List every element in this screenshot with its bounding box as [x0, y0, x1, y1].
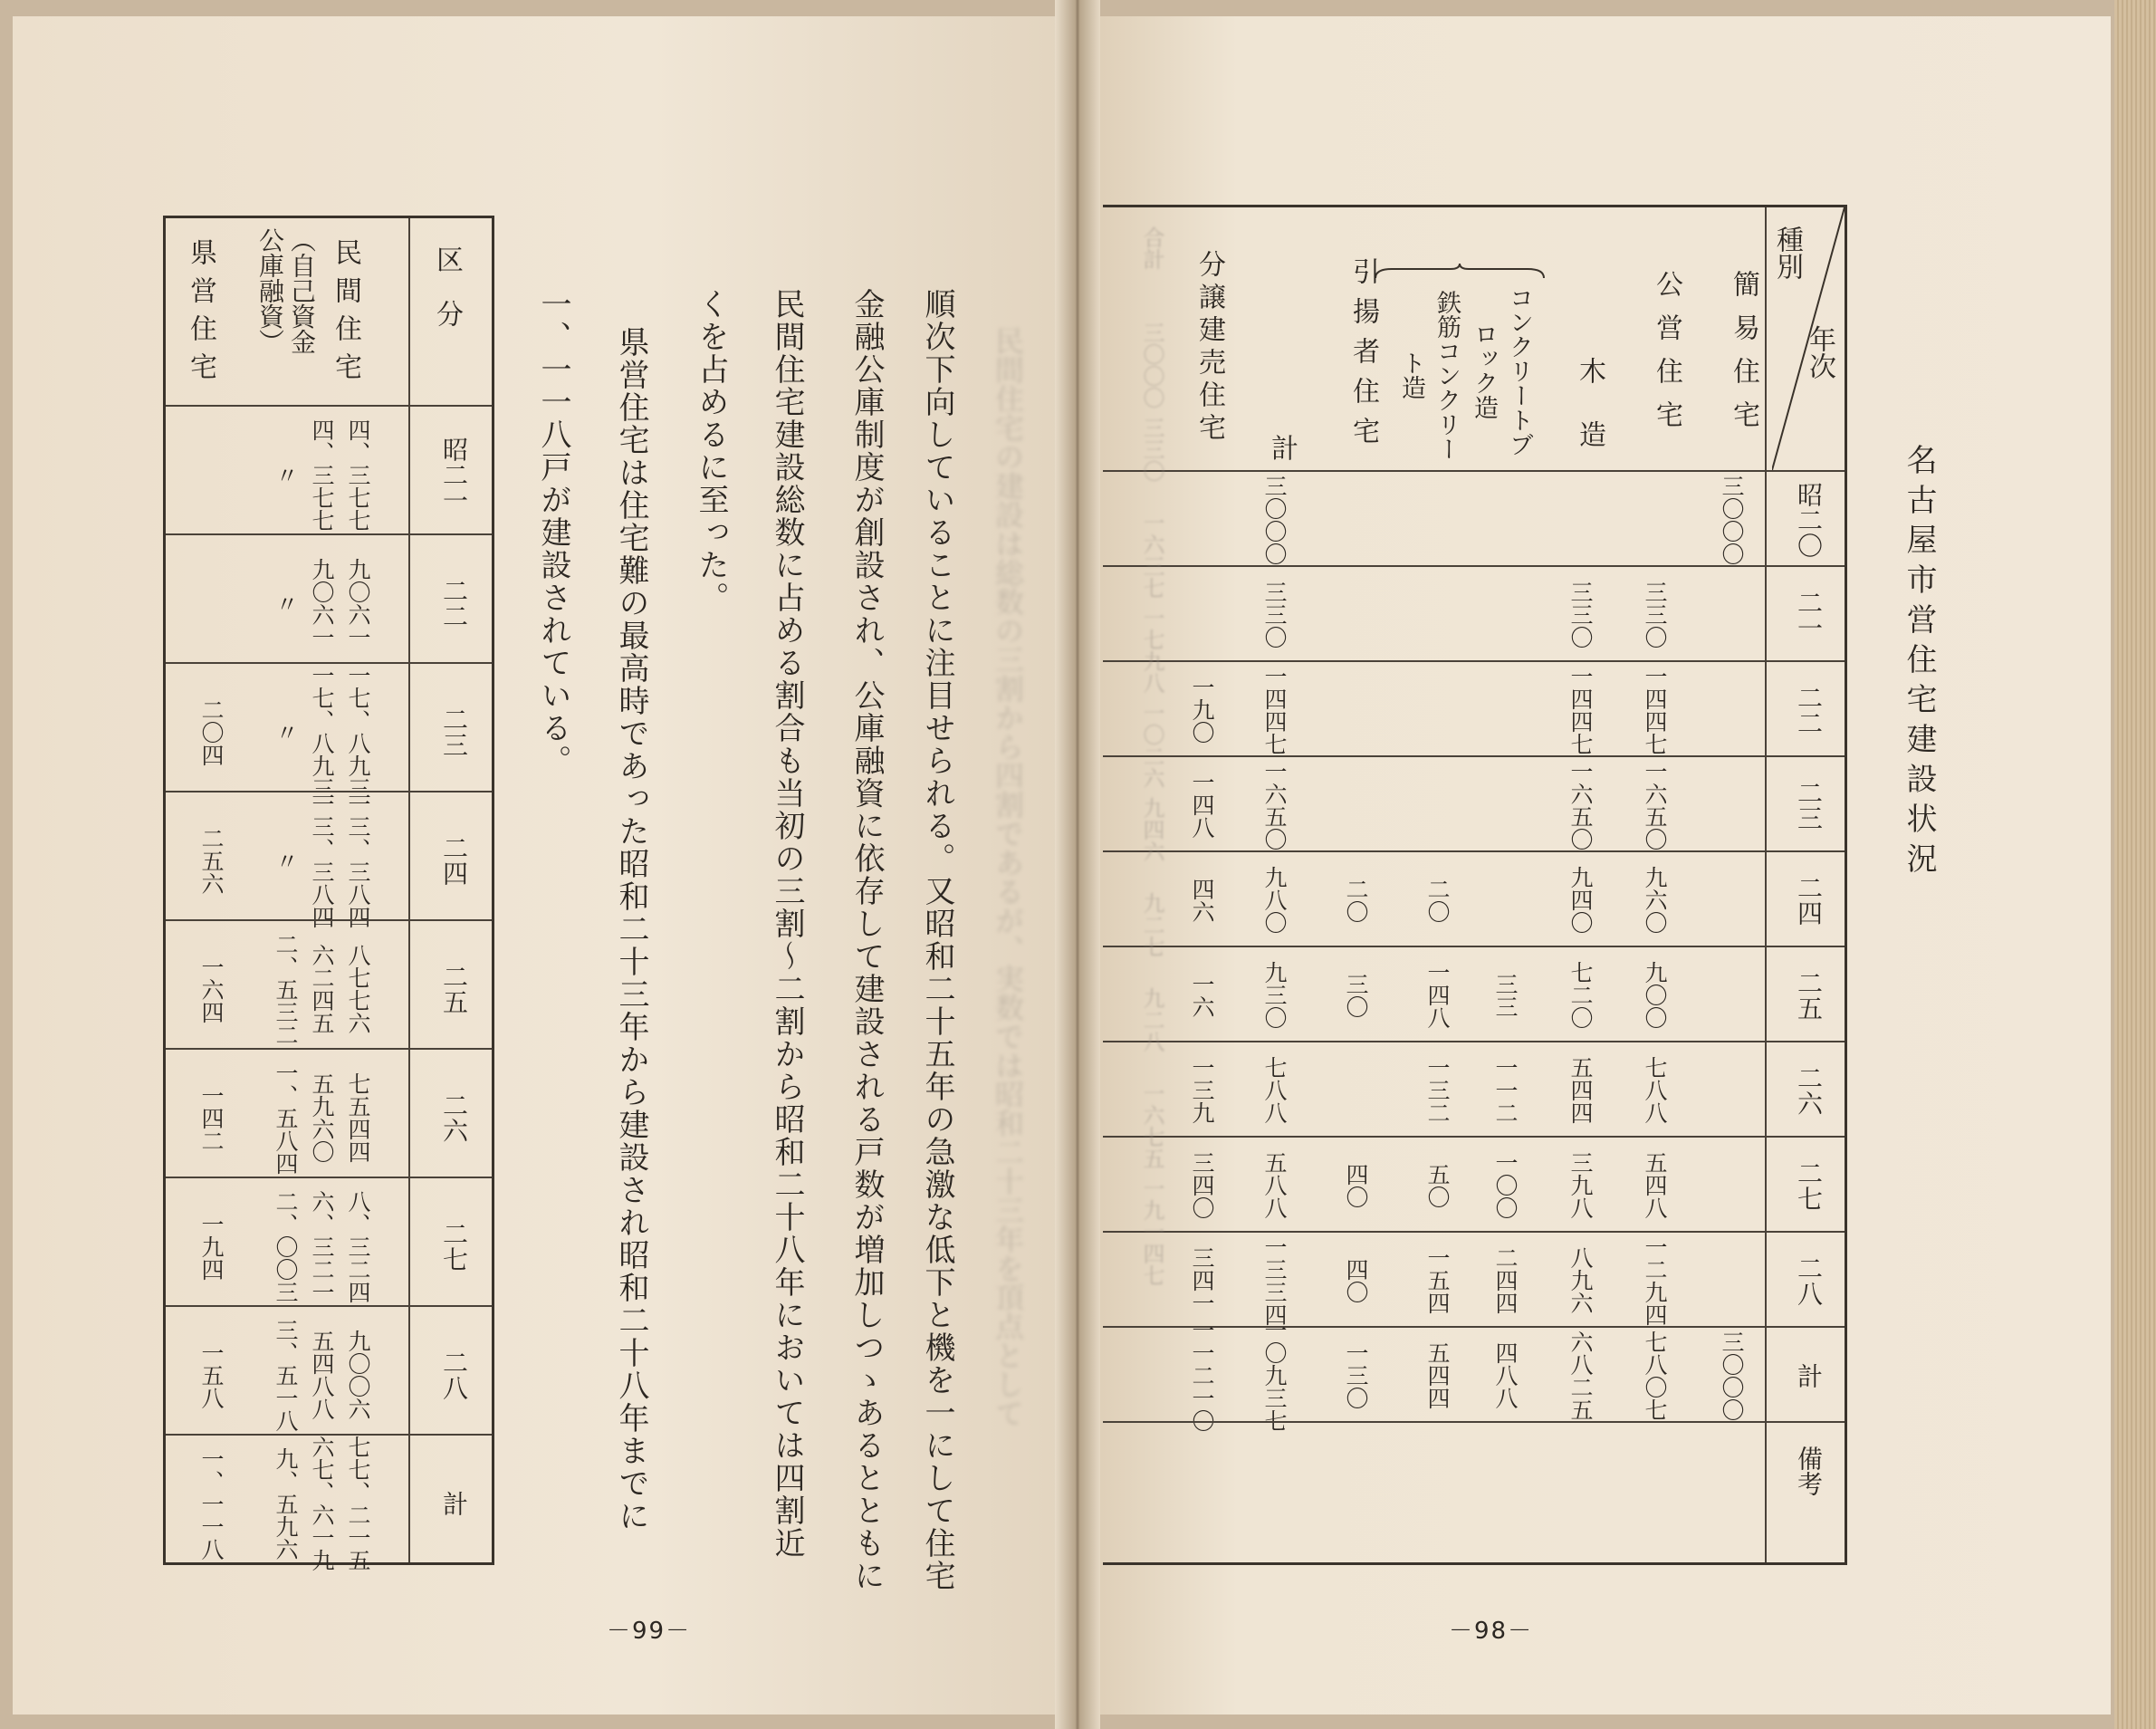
table-cell: 四〇 [1343, 1162, 1369, 1208]
table-cell: 一五四 [1424, 1246, 1451, 1314]
cell-own-funds: 一七、八九三 [309, 664, 335, 800]
table-cell: 三〇〇〇 [1719, 474, 1745, 565]
table-cell [1328, 477, 1383, 562]
table-cell: 一六五〇 [1261, 759, 1288, 850]
table-cell: 一九〇 [1189, 676, 1215, 744]
table-cell: 一三二 [1424, 1056, 1451, 1124]
table-cell: 一四四七 [1642, 664, 1668, 755]
table-cell: 二四四 [1492, 1246, 1519, 1314]
table-cell [1704, 1428, 1758, 1513]
table-cell: 七八八 [1261, 1056, 1288, 1124]
table-cell [1478, 763, 1532, 847]
table-cell: 四六 [1189, 877, 1215, 923]
table-cell [1704, 572, 1758, 657]
cell-loan: 一、五八四 [273, 1061, 299, 1175]
row-year: 昭二一 [439, 437, 469, 513]
table-cell [1627, 1428, 1682, 1513]
table-cell: 七二〇 [1567, 961, 1594, 1029]
prefectural-housing-table [163, 216, 494, 1571]
table-title: 名古屋市営住宅建設状況 [1901, 444, 1937, 882]
faded-column-cell: 三三〇 [1139, 417, 1164, 482]
cell-private: 四、三七七 [345, 418, 371, 532]
table-cell [1247, 1428, 1301, 1513]
row-year: 二六 [439, 1092, 469, 1143]
table-cell: 五四四 [1424, 1341, 1451, 1409]
faded-column-cell: 一〇二六 [1139, 702, 1164, 789]
cell-prefectural: 一四二 [198, 1083, 225, 1152]
table-cell: 六八二五 [1567, 1330, 1594, 1421]
table-row [166, 919, 492, 1050]
row-year: 二二 [1794, 684, 1824, 735]
row-year: 二八 [1794, 1254, 1824, 1306]
row-year: 二五 [439, 964, 469, 1014]
header-concrete-block: コンクリートブロック造 [1470, 284, 1533, 456]
cell-loan: 三、五一八 [273, 1318, 299, 1432]
faded-column-cell: 合計 [1139, 226, 1164, 270]
paragraph-line-1: 順次下向していることに注目せられる。又昭和二十五年の急激な低下と機を一にして住宅 [919, 288, 955, 1592]
table-row [1103, 1136, 1845, 1233]
table-cell: 五〇 [1424, 1162, 1451, 1208]
cell-private: 八七七六 [345, 944, 371, 1034]
table-cell: 三〇〇〇 [1261, 474, 1288, 565]
table-cell [1478, 668, 1532, 752]
table-cell: 一三三四 [1261, 1234, 1288, 1326]
cell-private: 一三、三八四 [345, 792, 371, 928]
cell-loan: 〃 [273, 720, 299, 744]
table-cell: 一一二一〇 [1189, 1319, 1215, 1432]
cell-prefectural [191, 419, 227, 530]
cell-own-funds: 五四八八 [309, 1330, 335, 1420]
header-sale-housing: 分譲建売住宅 [1193, 250, 1225, 446]
table-cell [1704, 668, 1758, 752]
header-repatriate-housing: 引揚者住宅 [1347, 257, 1379, 456]
table-row [166, 405, 492, 535]
row-year: 計 [1794, 1362, 1824, 1388]
cell-own-funds: 六、三二一 [309, 1189, 335, 1303]
table-cell: 一四八 [1189, 771, 1215, 839]
cell-prefectural: 一、一一八 [198, 1446, 225, 1561]
table-cell: 一四四七 [1261, 664, 1288, 755]
table-cell [1174, 477, 1229, 562]
table-row [166, 791, 492, 928]
table-cell [1553, 477, 1607, 562]
label-own-funds: （自己資金 [287, 227, 317, 354]
page-number-left: －99－ [607, 1618, 692, 1645]
table-cell: 五四四 [1567, 1056, 1594, 1124]
table-cell [1410, 668, 1464, 752]
cell-own-funds: 四、三七七 [309, 418, 335, 532]
cell-loan: 〃 [273, 591, 299, 615]
table-cell: 五四八 [1642, 1151, 1668, 1219]
table-cell [1174, 572, 1229, 657]
table-cell [1478, 1428, 1532, 1513]
row-year: 昭二〇 [1794, 481, 1824, 558]
label-prefectural: 県営住宅 [185, 238, 216, 390]
table-cell: 七八八 [1642, 1056, 1668, 1124]
table-row [166, 1048, 492, 1178]
table-cell: 三三 [1492, 972, 1519, 1018]
table-cell: 九六〇 [1642, 866, 1668, 934]
table-cell: 一二九四 [1642, 1234, 1668, 1326]
table-cell [1704, 858, 1758, 942]
page-number-right: －98－ [1449, 1618, 1534, 1645]
cell-own-funds: 六二四五 [309, 944, 335, 1034]
corner-label-type: 種別 [1771, 226, 1803, 280]
header-simple-housing: 簡易住宅 [1728, 270, 1759, 444]
faded-column-cell: 三〇〇〇 [1139, 322, 1164, 408]
table-cell [1704, 1238, 1758, 1322]
table-row [1103, 660, 1845, 757]
paragraph-line-6: 一、一一八戸が建設されている。 [535, 288, 571, 777]
table-cell [1328, 572, 1383, 657]
table-cell [1627, 477, 1682, 562]
header-public-housing: 公営住宅 [1651, 270, 1682, 444]
table-cell: 二〇 [1424, 877, 1451, 923]
table-cell: 九八〇 [1261, 866, 1288, 934]
table-cell [1478, 858, 1532, 942]
table-cell [1704, 763, 1758, 847]
table-cell: 九三〇 [1261, 961, 1288, 1029]
cell-loan: 〃 [273, 463, 299, 486]
table-cell [1478, 572, 1532, 657]
table-cell: 四〇 [1343, 1257, 1369, 1303]
row-year: 二八 [439, 1350, 469, 1400]
head-kubun: 区分 [431, 245, 463, 354]
cell-prefectural: 一九四 [198, 1212, 225, 1281]
table-row [1103, 1041, 1845, 1138]
table-cell [1704, 1143, 1758, 1227]
table-cell [1704, 1048, 1758, 1132]
faded-column-cell: 九四六 [1139, 797, 1164, 862]
table-cell: 一〇〇 [1492, 1151, 1519, 1219]
housing-construction-table [1103, 205, 1847, 1565]
cell-private: 八、三二四 [345, 1189, 371, 1303]
table-cell [1328, 1048, 1383, 1132]
table-cell [1704, 953, 1758, 1037]
table-cell [1410, 763, 1464, 847]
table-cell: 五八八 [1261, 1151, 1288, 1219]
faded-column-cell: 一六七五 [1139, 1082, 1164, 1169]
cell-private: 一七、八九三 [345, 664, 371, 800]
header-wooden: 木造 [1574, 357, 1605, 484]
table-cell: 三三〇 [1261, 581, 1288, 648]
table-row [166, 1434, 492, 1571]
table-cell: 一一二 [1492, 1056, 1519, 1124]
table-cell: 九四〇 [1567, 866, 1594, 934]
cell-loan: 九、五九六 [273, 1446, 299, 1561]
table-row [1103, 755, 1845, 852]
row-year: 計 [439, 1491, 469, 1516]
cell-own-funds: 九〇六一 [309, 558, 335, 648]
table-row [1103, 565, 1845, 662]
table-cell: 八九六 [1567, 1246, 1594, 1314]
header-reinforced-concrete: 鉄筋コンクリート造 [1397, 289, 1461, 461]
cell-loan: 二、五三二 [273, 932, 299, 1046]
table-row [1103, 470, 1845, 567]
row-year: 二四 [439, 835, 469, 886]
label-loan: 公庫融資） [255, 227, 285, 354]
faded-column-cell: 一七九八 [1139, 607, 1164, 694]
table-cell [1478, 477, 1532, 562]
book-gutter [1055, 0, 1100, 1729]
cell-own-funds: 五九六〇 [309, 1072, 335, 1163]
table-cell [1410, 572, 1464, 657]
faded-column-cell: 九二八 [1139, 987, 1164, 1052]
cell-private: 七五四四 [345, 1072, 371, 1163]
cell-own-funds: 六七、六一九 [309, 1436, 335, 1571]
row-year: 二三 [1794, 779, 1824, 831]
row-year: 二一 [1794, 589, 1824, 640]
cell-own-funds: 一三、三八四 [309, 792, 335, 928]
table-cell: 四八八 [1492, 1341, 1519, 1409]
table-cell [1410, 1428, 1464, 1513]
paragraph-line-3: 民間住宅建設総数に占める割合も当初の三割〜二割から昭和二十八年においては四割近 [769, 288, 805, 1560]
table-cell: 一四八 [1424, 961, 1451, 1029]
cell-private: 九〇〇六 [345, 1330, 371, 1420]
row-year: 二三 [439, 706, 469, 757]
bleed-through-text: 民間住宅の建設は総数の三割から四割であるが、実数では昭和二十三年を頂点として [991, 326, 1025, 1427]
faded-column-cell: 一六三七 [1139, 512, 1164, 599]
faded-column-cell: 一九一四七 [1139, 1177, 1164, 1286]
table-row [1103, 946, 1845, 1042]
table-cell: 一三九 [1189, 1056, 1215, 1124]
table-row [166, 662, 492, 800]
paragraph-line-2: 金融公庫制度が創設され、公庫融資に依存して建設される戸数が増加しつゝあるとともに [848, 288, 885, 1592]
row-year: 二五 [1794, 969, 1824, 1021]
table-cell: 三九八 [1567, 1151, 1594, 1219]
table-cell: 三四〇 [1189, 1151, 1215, 1219]
page-edges [2114, 0, 2156, 1729]
cell-loan: 〃 [273, 849, 299, 872]
table-cell: 一六五〇 [1567, 759, 1594, 850]
table-row [166, 533, 492, 664]
table-cell [1174, 1428, 1229, 1513]
table-cell: 九〇〇 [1642, 961, 1668, 1029]
table-cell [1328, 763, 1383, 847]
label-private: 民間住宅 [330, 238, 361, 390]
table-cell: 一六五〇 [1642, 759, 1668, 850]
cell-private: 七七、二一五 [345, 1436, 371, 1571]
row-year: 二四 [1794, 874, 1824, 926]
row-year: 二七 [439, 1221, 469, 1272]
table-cell [1328, 668, 1383, 752]
header-subtotal: 計 [1266, 434, 1298, 461]
table-cell: 一六 [1189, 972, 1215, 1018]
table-cell [1328, 1428, 1383, 1513]
header-brace [1374, 264, 1546, 282]
table-cell [1553, 1428, 1607, 1513]
row-year: 二七 [1794, 1159, 1824, 1211]
cell-prefectural: 二五六 [198, 826, 225, 895]
table-cell: 一三〇 [1343, 1341, 1369, 1409]
paragraph-line-5: 県営住宅は住宅難の最高時であった昭和二十三年から建設され昭和二十八年までに [613, 326, 649, 1532]
row-year: 二二 [439, 578, 469, 629]
corner-label-year: 年次 [1804, 325, 1835, 379]
cell-private: 九〇六一 [345, 558, 371, 648]
cell-prefectural [191, 548, 227, 658]
row-year: 二六 [1794, 1064, 1824, 1116]
table-cell: 三三〇 [1642, 581, 1668, 648]
table-row [166, 1305, 492, 1436]
faded-column-cell: 九二七 [1139, 892, 1164, 957]
table-row [166, 1177, 492, 1307]
table-cell: 一〇九三七 [1261, 1319, 1288, 1432]
cell-prefectural: 二〇四 [198, 697, 225, 766]
table-cell: 三四一 [1189, 1246, 1215, 1314]
table-cell: 七八〇七 [1642, 1330, 1668, 1421]
table-cell: 三〇 [1343, 972, 1369, 1018]
paragraph-line-4: くを占めるに至った。 [693, 288, 729, 614]
cell-loan: 二、〇〇三 [273, 1189, 299, 1303]
cell-prefectural: 一五八 [198, 1340, 225, 1409]
table-cell: 一四四七 [1567, 664, 1594, 755]
table-row [1103, 1231, 1845, 1328]
table-row [1103, 1421, 1845, 1518]
table-cell: 二〇 [1343, 877, 1369, 923]
row-year: 備考 [1794, 1445, 1824, 1496]
table-row [1103, 850, 1845, 947]
table-cell: 三〇〇〇 [1719, 1330, 1745, 1421]
table-row [1103, 1319, 1845, 1432]
cell-prefectural: 一六四 [198, 955, 225, 1023]
table-cell: 三三〇 [1567, 581, 1594, 648]
table-cell [1410, 477, 1464, 562]
